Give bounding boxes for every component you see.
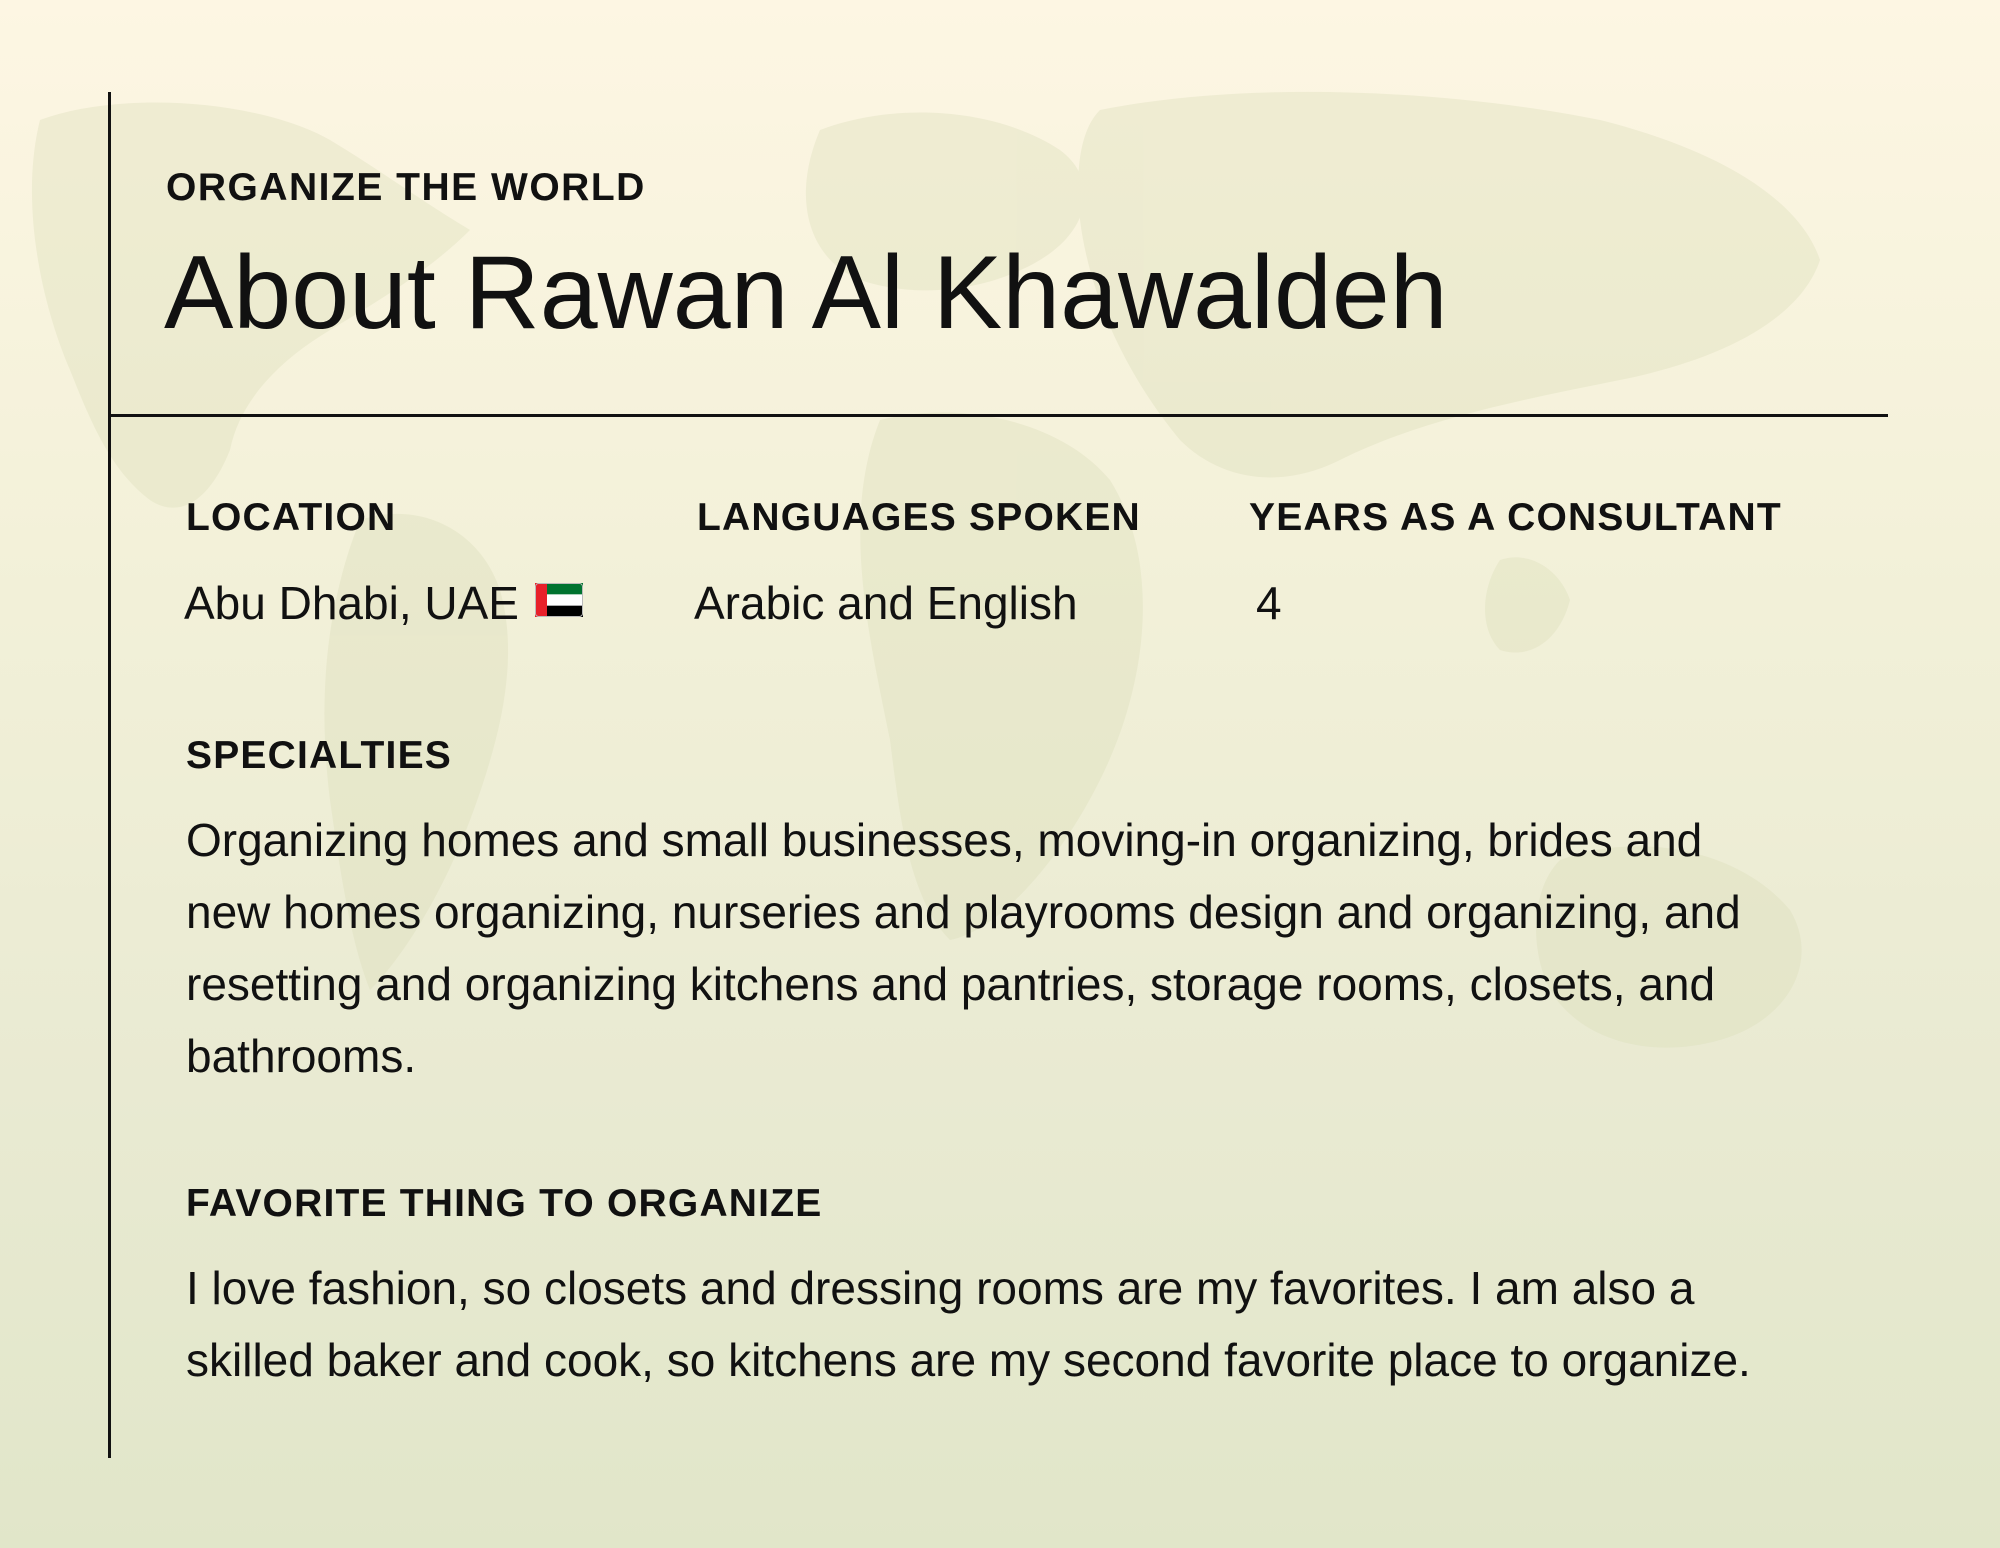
favorite-text (186, 1252, 1886, 1396)
specialties-line: Organizing homes and small businesses, moving-in organizing, brides and (186, 814, 1703, 866)
page-title: About Rawan Al Khawaldeh (164, 235, 1448, 351)
favorite-line: skilled baker and cook, so kitchens are my second favorite place to organize. (186, 1334, 1751, 1386)
location-value-row (184, 576, 583, 634)
favorite-label: FAVORITE THING TO ORGANIZE (186, 1182, 823, 1225)
specialties-line: resetting and organizing kitchens and pantries, storage rooms, closets, and (186, 958, 1716, 1010)
vertical-rule (108, 92, 111, 1458)
favorite-line: I love fashion, so closets and dressing rooms are my favorites. I am also a (186, 1262, 1695, 1314)
uae-flag-icon (535, 574, 583, 628)
specialties-text (186, 804, 1886, 1092)
languages-value: Arabic and English (694, 577, 1078, 629)
horizontal-rule (108, 414, 1888, 417)
years-label: YEARS AS A CONSULTANT (1249, 496, 1782, 539)
specialties-label: SPECIALTIES (186, 734, 453, 777)
specialties-line: bathrooms. (186, 1030, 417, 1082)
location-value: Abu Dhabi, UAE (184, 577, 519, 629)
section-eyebrow: ORGANIZE THE WORLD (166, 166, 646, 209)
specialties-line: new homes organizing, nurseries and playrooms design and organizing, and (186, 886, 1741, 938)
years-value: 4 (1256, 577, 1282, 629)
languages-label: LANGUAGES SPOKEN (697, 496, 1141, 539)
location-label: LOCATION (186, 496, 397, 539)
